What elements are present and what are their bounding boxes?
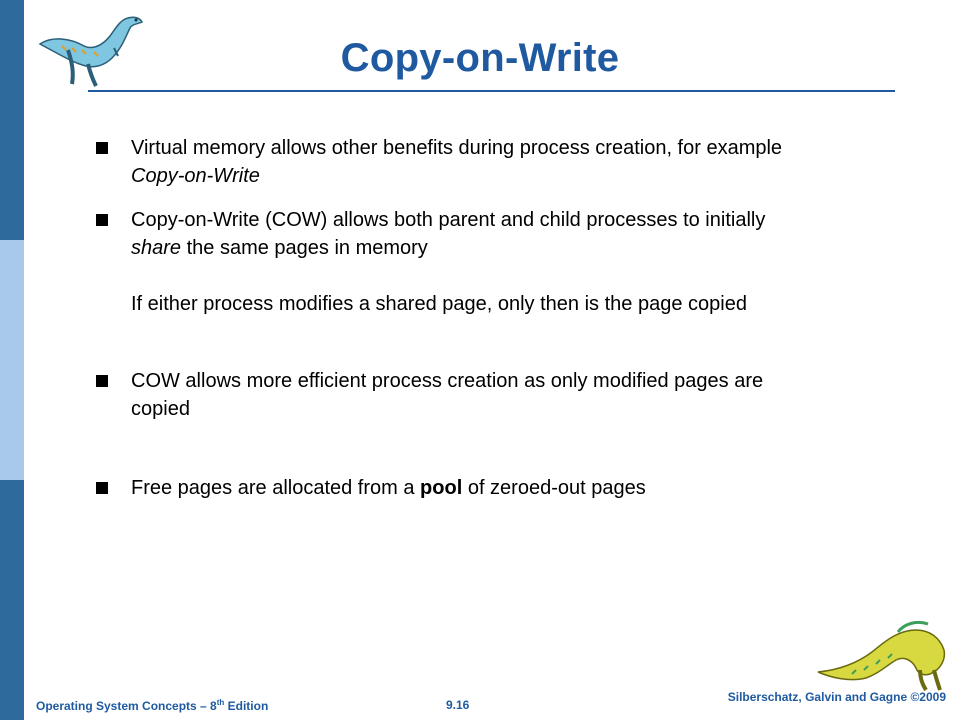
bullet-text-pre: Free pages are allocated from a (131, 477, 421, 499)
footer-course-title (36, 698, 268, 713)
bullet-square-icon (96, 375, 108, 387)
bullet-line-rest: the same pages in memory (181, 237, 428, 259)
bullet-text (131, 134, 921, 190)
slide-title: Copy-on-Write (340, 36, 620, 80)
bullet-line: copied (131, 398, 190, 420)
bullet-text (131, 367, 921, 423)
emphasis-pool: pool (420, 477, 463, 499)
bullet-line: Copy-on-Write (COW) allows both parent and child processes to initially (131, 209, 766, 231)
bullet-line-italic: Copy-on-Write (131, 165, 260, 187)
footer-left-end: Edition (224, 699, 269, 713)
bullet-text (131, 206, 921, 318)
footer-left-text: Operating System Concepts – 8 (36, 699, 217, 713)
bullet-square-icon (96, 214, 108, 226)
footer-authors: Silberschatz, Galvin and Gagne ©2009 (727, 690, 946, 704)
left-sidebar (0, 0, 24, 720)
slide-footer (0, 690, 960, 720)
bullet-text (131, 474, 921, 502)
bullet-paragraph: If either process modifies a shared page, only then is the page copied (131, 293, 747, 315)
emphasis-share: share (131, 237, 182, 259)
bullet-square-icon (96, 482, 108, 494)
bullet-square-icon (96, 142, 108, 154)
sidebar-segment-middle (0, 240, 24, 480)
bullet-line-mixed (131, 234, 921, 262)
sidebar-segment-bottom (0, 480, 24, 720)
bullet-text-post: of zeroed-out pages (462, 477, 646, 499)
title-underline (88, 90, 895, 92)
footer-page-number: 9.16 (446, 698, 470, 712)
bullet-line: Virtual memory allows other benefits during process creation, for example (131, 137, 783, 159)
dinosaur-logo-bottom (812, 612, 952, 694)
footer-left-superscript: th (216, 698, 225, 707)
bullet-line: COW allows more efficient process creation as only modified pages are (131, 370, 764, 392)
